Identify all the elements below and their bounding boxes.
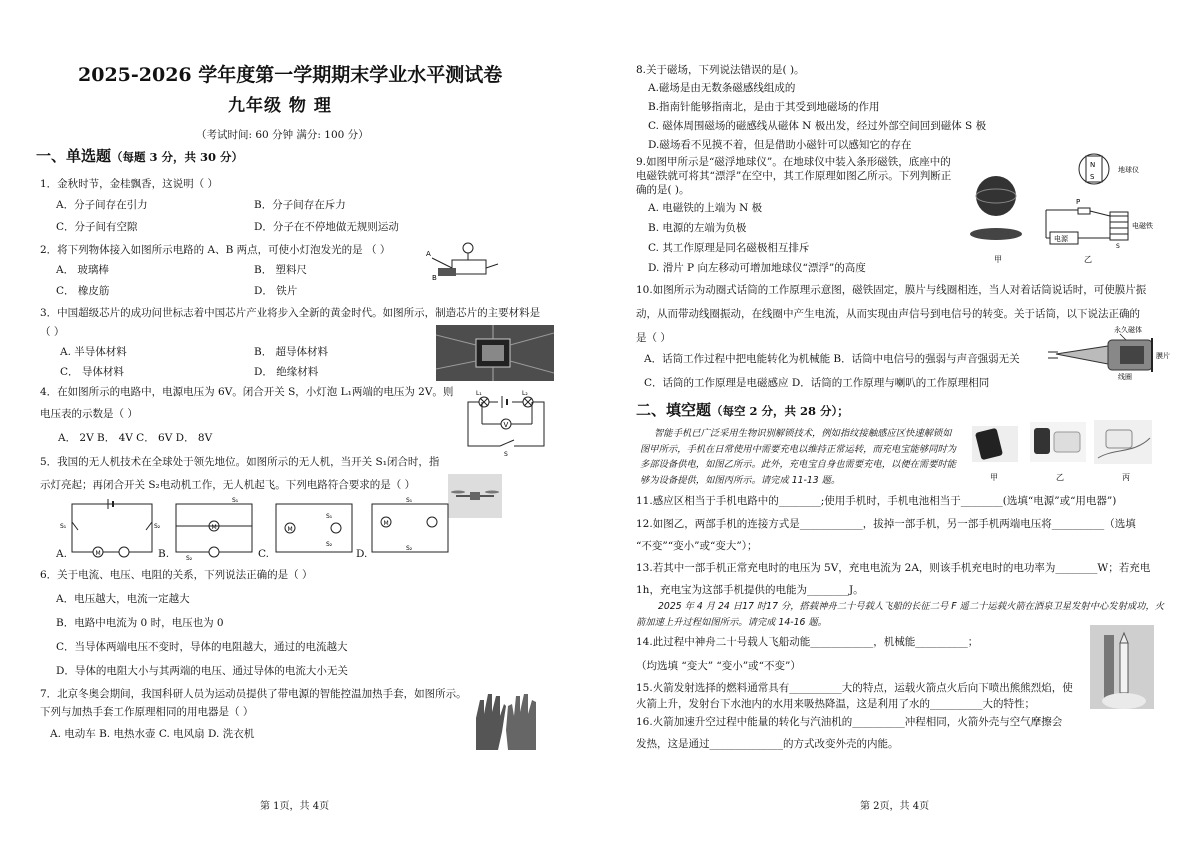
section-1-heading: 一、单选题（每题 3 分，共 30 分） xyxy=(36,147,244,165)
q8-stem: 8.关于磁场，下列说法错误的是( )。 xyxy=(636,64,805,76)
q4-stem-2: 电压表的示数是（ ） xyxy=(40,408,138,420)
q4-stem: 4．在如图所示的电路中，电源电压为 6V。闭合开关 S，小灯泡 L₁两端的电压为 2V。则 xyxy=(40,386,454,398)
q5-circuit-d xyxy=(372,497,448,552)
q9-label-electromagnet: 电磁铁 xyxy=(1132,222,1153,230)
q3-chip-photo xyxy=(436,325,554,381)
rocket-launch-photo xyxy=(1090,625,1154,709)
q1-stem: 1．金秋时节，金桂飘香，这说明（ ） xyxy=(40,178,219,190)
q3-option-d: D． 绝缘材料 xyxy=(254,366,319,378)
q2-stem: 2．将下列物体接入如图所示电路的 A、B 两点，可使小灯泡发光的是 （ ） xyxy=(40,244,391,256)
q8-option-d: D.磁场看不见摸不着，但是借助小磁针可以感知它的存在 xyxy=(648,139,912,151)
q4-circuit-diagram xyxy=(462,390,550,456)
exam-page-2 xyxy=(600,0,1200,849)
q9-option-a: A. 电磁铁的上端为 N 极 xyxy=(648,202,763,214)
q5-label-b: B. xyxy=(158,548,170,560)
svg-text:M: M xyxy=(211,524,217,531)
q1-option-c: C．分子间有空隙 xyxy=(56,221,138,233)
q4-options: A． 2V B． 4V C． 6V D． 8V xyxy=(58,432,213,444)
svg-text:L₁: L₁ xyxy=(476,390,482,397)
q5-label-d: D. xyxy=(356,548,368,560)
svg-text:L₂: L₂ xyxy=(522,390,528,397)
svg-text:M: M xyxy=(287,526,293,533)
q5-circuit-b xyxy=(176,497,252,562)
svg-text:M: M xyxy=(95,550,101,557)
section-2-heading: 二、填空题（每空 2 分，共 28 分）； xyxy=(636,401,849,419)
q10-options-ab: A．话筒工作过程中把电能转化为机械能 B．话筒中电信号的强弱与声音强弱无关 xyxy=(644,353,1020,365)
page-1-footer: 第 1页，共 4页 xyxy=(260,801,330,812)
svg-text:V: V xyxy=(503,421,509,429)
q6-option-d: D．导体的电阻大小与其两端的电压、通过导体的电流大小无关 xyxy=(56,665,348,677)
q14-text: 14.此过程中神舟二十号载人飞船动能____________，机械能__________； xyxy=(636,636,979,648)
q9-label-yi: 乙 xyxy=(1084,255,1092,264)
q9-label-power: 电源 xyxy=(1054,235,1068,243)
phone-fingerprint-photo xyxy=(972,426,1018,482)
q3-option-a: A. 半导体材料 xyxy=(60,346,127,358)
svg-text:S₂: S₂ xyxy=(186,555,193,562)
q6-option-c: C．当导体两端电压不变时，导体的电阻越大，通过的电流越大 xyxy=(56,641,348,653)
svg-text:N: N xyxy=(1090,161,1096,169)
q9-figure-jia xyxy=(970,176,1022,264)
q11-text: 11.感应区相当于手机电路中的________;使用手机时，手机电池相当于________(选填“电源”或“用电器”) xyxy=(636,495,1117,507)
q2-option-c: C． 橡皮筋 xyxy=(56,285,110,297)
q9-option-d: D. 滑片 P 向左移动可增加地球仪“漂浮”的高度 xyxy=(648,262,866,274)
svg-text:S₁: S₁ xyxy=(60,523,67,530)
svg-text:丙: 丙 xyxy=(1122,473,1130,482)
page-2-footer: 第 2页，共 4页 xyxy=(860,801,930,812)
svg-text:S: S xyxy=(1090,173,1095,181)
svg-text:A: A xyxy=(426,250,431,258)
q9-option-b: B. 电源的左端为负极 xyxy=(648,222,747,234)
svg-text:S₂: S₂ xyxy=(154,523,161,530)
q2-option-b: B． 塑料尺 xyxy=(254,264,308,276)
powerbank-photo xyxy=(1030,422,1086,482)
svg-text:M: M xyxy=(383,520,389,527)
q9-maglev-globe-figure xyxy=(966,152,1176,270)
q10-label-coil: 线圈 xyxy=(1118,373,1132,380)
q5-stem: 5．我国的无人机技术在全球处于领先地位。如图所示的无人机，当开关 S₁闭合时，指 xyxy=(40,456,440,468)
q5-label-c: C. xyxy=(258,548,269,560)
q16-text-2: 发热，这是通过______________的方式改变外壳的内能。 xyxy=(636,738,899,750)
q5-label-a: A. xyxy=(56,548,67,560)
q16-text: 16.火箭加速升空过程中能量的转化与汽油机的__________冲程相同，火箭外壳与空气摩擦会 xyxy=(636,716,1063,728)
svg-text:S₁: S₁ xyxy=(232,497,239,504)
svg-text:S₁: S₁ xyxy=(326,513,333,520)
q6-option-a: A．电压越大，电流一定越大 xyxy=(56,593,190,605)
q10-options-cd: C．话筒的工作原理是电磁感应 D．话筒的工作原理与喇叭的工作原理相同 xyxy=(644,377,990,389)
q9-label-globe: 地球仪 xyxy=(1118,166,1139,174)
q8-option-c: C. 磁体周围磁场的磁感线从磁体 N 极出发，经过外部空间回到磁体 S 极 xyxy=(648,120,987,132)
passage-phones: 智能手机已广泛采用生物识别解锁技术，例如指纹接触感应区快速解锁如图甲所示，手机在日常使用中需要充电以维持正常运转，而充电宝能够同时为多部设备供电，如图乙所示。此外，充电宝自身也需要充电，以便在需要时能够为设备提供，如图丙所示。请完成 11-13 题。 xyxy=(640,428,957,486)
q3-option-c: C． 导体材料 xyxy=(60,366,124,378)
svg-text:S₂: S₂ xyxy=(326,541,333,548)
q7-options: A. 电动车 B. 电热水壶 C. 电风扇 D. 洗衣机 xyxy=(50,728,255,740)
phones-figure xyxy=(964,418,1158,484)
q3-option-b: B． 超导体材料 xyxy=(254,346,329,358)
q2-option-d: D． 铁片 xyxy=(254,285,298,297)
svg-text:B: B xyxy=(432,274,437,282)
svg-text:S₁: S₁ xyxy=(406,497,413,504)
exam-info: （考试时间: 60 分钟 满分: 100 分） xyxy=(196,129,369,141)
q13-text: 13.若其中一部手机正常充电时的电压为 5V，充电电流为 2A，则该手机充电时的电功率为________W；若充电 xyxy=(636,562,1151,574)
svg-text:S: S xyxy=(1116,243,1120,250)
q10-label-film: 膜片 xyxy=(1156,352,1170,360)
q7-stem-2: 下列与加热手套工作原理相同的用电器是（ ） xyxy=(40,706,254,718)
q7-stem: 7．北京冬奥会期间，我国科研人员为运动员提供了带电源的智能控温加热手套，如图所示。 xyxy=(40,688,467,700)
q5-stem-2: 示灯亮起；再闭合开关 S₂电动机工作，无人机起飞。下列电路符合要求的是（ ） xyxy=(40,479,416,491)
q5-circuit-c xyxy=(276,504,352,552)
q1-option-d: D．分子在不停地做无规则运动 xyxy=(254,221,399,233)
q5-drone-photo xyxy=(448,474,502,518)
passage-rocket: 2025 年 4 月 24 日17 时17 分，搭载神舟二十号载人飞船的长征二号 F 遥二十运载火箭在酒泉卫星发射中心发射成功，火箭加速上升过程如图所示。请完成 14-16 题。 xyxy=(636,601,1165,628)
svg-text:S₂: S₂ xyxy=(406,545,413,552)
q9-label-jia: 甲 xyxy=(994,255,1002,264)
exam-title: 2025-2026 学年度第一学期期末学业水平测试卷 xyxy=(78,64,503,86)
q7-glove-photo xyxy=(470,690,542,756)
q6-stem: 6．关于电流、电压、电阻的关系，下列说法正确的是（ ） xyxy=(40,569,313,581)
q10-microphone-figure xyxy=(1048,324,1180,380)
q10-stem: 10.如图所示为动圈式话筒的工作原理示意图，磁铁固定，膜片与线圈相连，当人对着话筒说话时，可使膜片振 xyxy=(636,284,1147,296)
q10-stem-3: 是（ ） xyxy=(636,332,671,344)
q13-text-2: 1h，充电宝为这部手机提供的电能为________J。 xyxy=(636,584,864,596)
q6-option-b: B．电路中电流为 0 时，电压也为 0 xyxy=(56,617,224,629)
charging-photo xyxy=(1094,420,1152,482)
q9-stem-2: 电磁铁就可将其“漂浮”在空中，其工作原理如图乙所示。下列判断正 xyxy=(636,170,952,182)
q15-text-2: 火箭上升，发射台下水池内的水用来吸热降温，这是利用了水的__________大的特性； xyxy=(636,698,1035,710)
svg-text:甲: 甲 xyxy=(990,473,998,482)
q9-stem: 9.如图甲所示是“磁浮地球仪”。在地球仪中装入条形磁铁，底座中的 xyxy=(636,156,951,168)
q1-option-a: A．分子间存在引力 xyxy=(56,199,148,211)
q15-text: 15.火箭发射选择的燃料通常具有__________大的特点，运载火箭点火后向下喷出熊熊烈焰，使 xyxy=(636,682,1073,694)
grade-subject: 九年级 物 理 xyxy=(228,96,332,116)
q5-circuit-options xyxy=(50,496,450,564)
q1-option-b: B．分子间存在斥力 xyxy=(254,199,346,211)
q3-stem: 3．中国超级芯片的成功问世标志着中国芯片产业将步入全新的黄金时代。如图所示，制造芯片的主要材料是 xyxy=(40,307,541,319)
q3-paren: （ ） xyxy=(40,326,65,338)
q10-stem-2: 动，从而带动线圈振动，在线圈中产生电流，从而实现由声信号到电信号的转变。关于话筒，以下说法正确的 xyxy=(636,308,1140,320)
q10-label-magnet: 永久磁体 xyxy=(1114,326,1142,334)
q9-figure-yi xyxy=(1046,154,1153,264)
q2-option-a: A． 玻璃棒 xyxy=(56,264,109,276)
q8-option-a: A.磁场是由无数条磁感线组成的 xyxy=(648,82,796,94)
q12-text-2: “不变”“变小”或“变大”）； xyxy=(636,540,758,552)
q12-text: 12.如图乙，两部手机的连接方式是____________，拔掉一部手机，另一部手机两端电压将__________（选填 xyxy=(636,518,1136,530)
q14-note: （均选填 “变大” “变小”或“不变”） xyxy=(636,660,801,672)
q2-circuit-figure xyxy=(424,238,504,286)
svg-text:乙: 乙 xyxy=(1056,473,1064,482)
q9-option-c: C. 其工作原理是同名磁极相互排斥 xyxy=(648,242,810,254)
q5-circuit-a xyxy=(60,499,161,557)
q8-option-b: B.指南针能够指南北，是由于其受到地磁场的作用 xyxy=(648,101,880,113)
svg-text:P: P xyxy=(1076,198,1081,206)
q9-stem-3: 确的是( )。 xyxy=(636,184,690,196)
svg-text:S: S xyxy=(504,451,508,456)
